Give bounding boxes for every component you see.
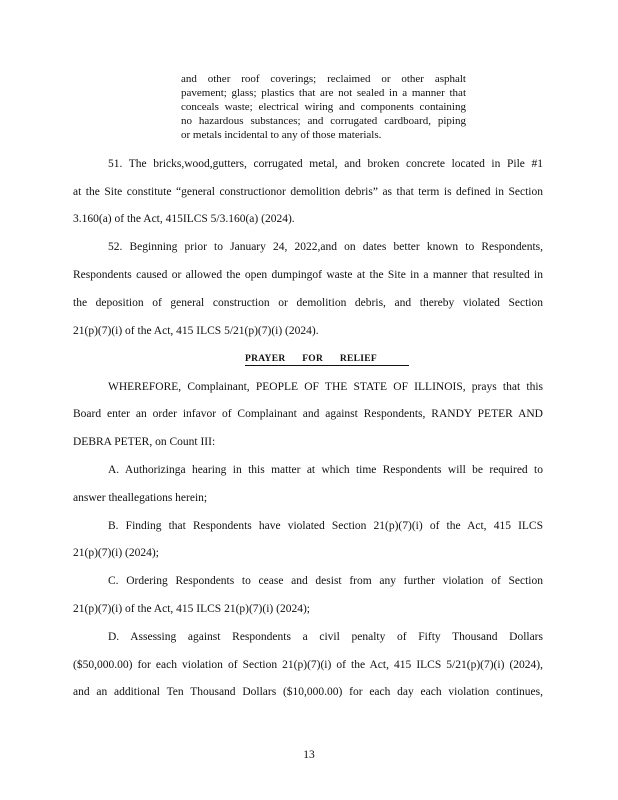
paragraph-line: Respondents caused or allowed the open dumpingof waste at the Site in a manner that resulted in (73, 269, 543, 281)
paragraph-line: 51. The bricks,wood,gutters, corrugated metal, and broken concrete located in Pile #1 (108, 158, 543, 170)
quote-line: pavement; glass; plastics that are not sealed in a manner that (181, 87, 466, 99)
paragraph-line: Board enter an order infavor of Complainant and against Respondents, RANDY PETER AND (73, 408, 543, 420)
paragraph-line: and an additional Ten Thousand Dollars ($10,000.00) for each day each violation continues, (73, 686, 543, 698)
paragraph-line: ($50,000.00) for each violation of Section 21(p)(7)(i) of the Act, 415 ILCS 5/21(p)(7)(i) (2024), (73, 659, 543, 671)
paragraph-line: DEBRA PETER, on Count III: (73, 436, 216, 448)
quote-line: no hazardous substances; and corrugated cardboard, piping (181, 115, 466, 127)
paragraph-line: D. Assessing against Respondents a civil penalty of Fifty Thousand Dollars (108, 631, 543, 643)
page-number: 13 (303, 749, 315, 761)
paragraph-line: 21(p)(7)(i) of the Act, 415 ILCS 5/21(p)(7)(i) (2024). (73, 325, 319, 337)
paragraph-line: at the Site constitute “general constructionor demolition debris” as that term is defined in Section (73, 186, 543, 198)
paragraph-line: C. Ordering Respondents to cease and desist from any further violation of Section (108, 575, 543, 587)
prayer-for-relief-heading (245, 354, 409, 366)
paragraph-line: answer theallegations herein; (73, 492, 208, 504)
paragraph-line: A. Authorizinga hearing in this matter at which time Respondents will be required to (108, 464, 543, 476)
paragraph-line: WHEREFORE, Complainant, PEOPLE OF THE STATE OF ILLINOIS, prays that this (108, 381, 543, 393)
paragraph-line: 3.160(a) of the Act, 415ILCS 5/3.160(a) (2024). (73, 213, 295, 225)
quote-line: conceals waste; electrical wiring and components containing (181, 101, 466, 113)
paragraph-line: 21(p)(7)(i) (2024); (73, 547, 159, 559)
quote-line: and other roof coverings; reclaimed or other asphalt (181, 73, 466, 85)
paragraph-line: 21(p)(7)(i) of the Act, 415 ILCS 21(p)(7)(i) (2024); (73, 603, 310, 615)
quote-line: or metals incidental to any of those materials. (181, 129, 382, 141)
paragraph-line: B. Finding that Respondents have violated Section 21(p)(7)(i) of the Act, 415 ILCS (108, 520, 543, 532)
heading-word: FOR (302, 354, 324, 364)
paragraph-line: the deposition of general construction or demolition debris, and thereby violated Section (73, 297, 543, 309)
heading-word: PRAYER (245, 354, 286, 364)
heading-word: RELIEF (339, 354, 378, 364)
paragraph-line: 52. Beginning prior to January 24, 2022,and on dates better known to Respondents, (108, 241, 543, 253)
